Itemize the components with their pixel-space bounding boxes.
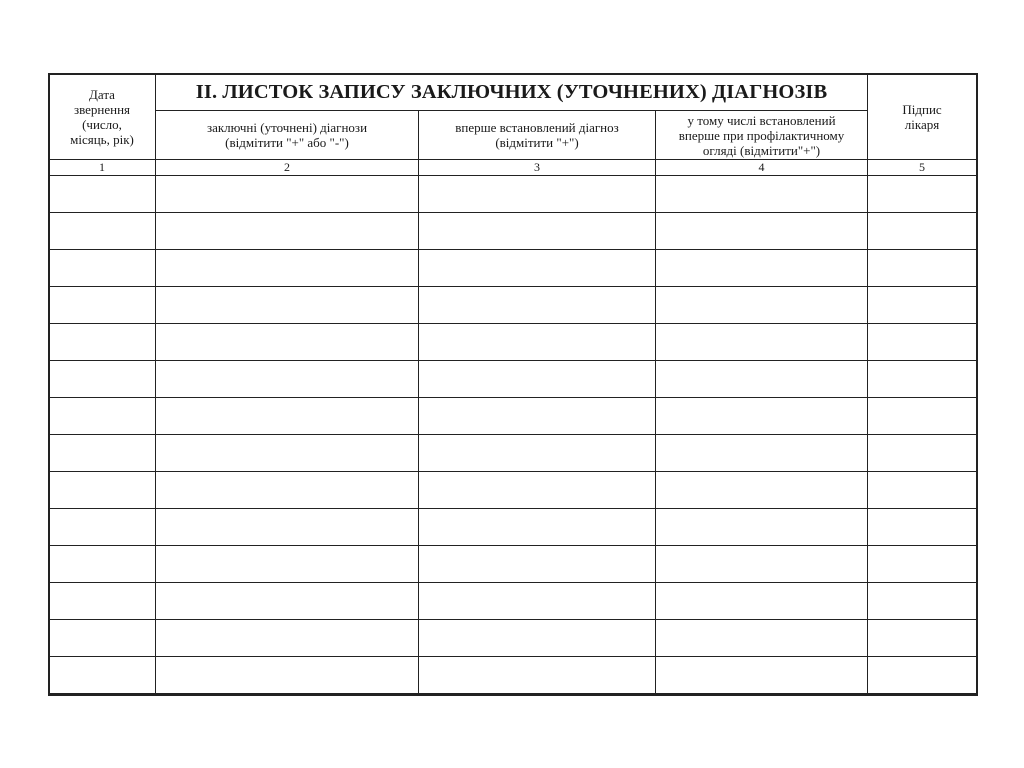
table-row xyxy=(49,361,977,398)
table-row xyxy=(49,398,977,435)
prophylactic-cell[interactable] xyxy=(656,583,868,620)
date-cell[interactable] xyxy=(49,398,156,435)
column-number: 4 xyxy=(656,160,868,176)
final-diagnosis-cell[interactable] xyxy=(156,250,419,287)
table-row xyxy=(49,435,977,472)
prophylactic-cell[interactable] xyxy=(656,546,868,583)
date-cell[interactable] xyxy=(49,176,156,213)
signature-cell[interactable] xyxy=(868,398,977,435)
first-diagnosis-cell[interactable] xyxy=(419,398,656,435)
final-diagnosis-cell[interactable] xyxy=(156,213,419,250)
date-cell[interactable] xyxy=(49,435,156,472)
signature-cell[interactable] xyxy=(868,213,977,250)
signature-cell[interactable] xyxy=(868,657,977,694)
header-row-top xyxy=(49,74,977,111)
table-row xyxy=(49,472,977,509)
date-cell[interactable] xyxy=(49,657,156,694)
first-diagnosis-cell[interactable] xyxy=(419,435,656,472)
date-cell[interactable] xyxy=(49,620,156,657)
header-prophylactic: у тому числі встановлений вперше при профілактичному огляді (відмітити"+") xyxy=(656,111,868,160)
column-number: 2 xyxy=(156,160,419,176)
prophylactic-cell[interactable] xyxy=(656,176,868,213)
date-cell[interactable] xyxy=(49,546,156,583)
prophylactic-cell[interactable] xyxy=(656,398,868,435)
date-cell[interactable] xyxy=(49,213,156,250)
signature-cell[interactable] xyxy=(868,250,977,287)
date-cell[interactable] xyxy=(49,583,156,620)
table-row xyxy=(49,657,977,694)
form-title: II. ЛИСТОК ЗАПИСУ ЗАКЛЮЧНИХ (УТОЧНЕНИХ) ДІАГНОЗІВ xyxy=(156,74,868,111)
final-diagnosis-cell[interactable] xyxy=(156,361,419,398)
final-diagnosis-cell[interactable] xyxy=(156,509,419,546)
date-cell[interactable] xyxy=(49,287,156,324)
table-row xyxy=(49,324,977,361)
prophylactic-cell[interactable] xyxy=(656,472,868,509)
column-number-row xyxy=(49,160,977,176)
header-first-diagnosis: вперше встановлений діагноз (відмітити "+") xyxy=(419,111,656,160)
final-diagnosis-cell[interactable] xyxy=(156,657,419,694)
prophylactic-cell[interactable] xyxy=(656,213,868,250)
first-diagnosis-cell[interactable] xyxy=(419,176,656,213)
first-diagnosis-cell[interactable] xyxy=(419,509,656,546)
first-diagnosis-cell[interactable] xyxy=(419,657,656,694)
prophylactic-cell[interactable] xyxy=(656,250,868,287)
table-row xyxy=(49,509,977,546)
prophylactic-cell[interactable] xyxy=(656,324,868,361)
signature-cell[interactable] xyxy=(868,361,977,398)
date-cell[interactable] xyxy=(49,509,156,546)
signature-cell[interactable] xyxy=(868,620,977,657)
table-row xyxy=(49,176,977,213)
prophylactic-cell[interactable] xyxy=(656,657,868,694)
final-diagnosis-cell[interactable] xyxy=(156,546,419,583)
final-diagnosis-cell[interactable] xyxy=(156,583,419,620)
signature-cell[interactable] xyxy=(868,583,977,620)
first-diagnosis-cell[interactable] xyxy=(419,546,656,583)
table-row xyxy=(49,583,977,620)
first-diagnosis-cell[interactable] xyxy=(419,361,656,398)
first-diagnosis-cell[interactable] xyxy=(419,250,656,287)
final-diagnosis-cell[interactable] xyxy=(156,435,419,472)
table-row xyxy=(49,213,977,250)
signature-cell[interactable] xyxy=(868,324,977,361)
table-row xyxy=(49,287,977,324)
header-signature: Підпис лікаря xyxy=(868,74,977,160)
table-row xyxy=(49,620,977,657)
header-row-sub xyxy=(49,111,977,160)
final-diagnosis-cell[interactable] xyxy=(156,176,419,213)
first-diagnosis-cell[interactable] xyxy=(419,472,656,509)
signature-cell[interactable] xyxy=(868,287,977,324)
date-cell[interactable] xyxy=(49,472,156,509)
signature-cell[interactable] xyxy=(868,546,977,583)
date-cell[interactable] xyxy=(49,324,156,361)
table-row xyxy=(49,250,977,287)
first-diagnosis-cell[interactable] xyxy=(419,583,656,620)
signature-cell[interactable] xyxy=(868,176,977,213)
prophylactic-cell[interactable] xyxy=(656,435,868,472)
header-final-diagnoses: заключні (уточнені) діагнози (відмітити "+" або "-") xyxy=(156,111,419,160)
prophylactic-cell[interactable] xyxy=(656,361,868,398)
first-diagnosis-cell[interactable] xyxy=(419,287,656,324)
header-date: Дата звернення (число, місяць, рік) xyxy=(49,74,156,160)
signature-cell[interactable] xyxy=(868,509,977,546)
first-diagnosis-cell[interactable] xyxy=(419,213,656,250)
prophylactic-cell[interactable] xyxy=(656,287,868,324)
signature-cell[interactable] xyxy=(868,472,977,509)
diagnosis-table xyxy=(48,73,977,694)
column-number: 5 xyxy=(868,160,977,176)
first-diagnosis-cell[interactable] xyxy=(419,324,656,361)
final-diagnosis-cell[interactable] xyxy=(156,620,419,657)
date-cell[interactable] xyxy=(49,361,156,398)
diagnosis-record-sheet xyxy=(48,73,976,694)
date-cell[interactable] xyxy=(49,250,156,287)
column-number: 3 xyxy=(419,160,656,176)
table-row xyxy=(49,546,977,583)
final-diagnosis-cell[interactable] xyxy=(156,287,419,324)
prophylactic-cell[interactable] xyxy=(656,620,868,657)
column-number: 1 xyxy=(49,160,156,176)
first-diagnosis-cell[interactable] xyxy=(419,620,656,657)
prophylactic-cell[interactable] xyxy=(656,509,868,546)
final-diagnosis-cell[interactable] xyxy=(156,398,419,435)
signature-cell[interactable] xyxy=(868,435,977,472)
final-diagnosis-cell[interactable] xyxy=(156,324,419,361)
final-diagnosis-cell[interactable] xyxy=(156,472,419,509)
